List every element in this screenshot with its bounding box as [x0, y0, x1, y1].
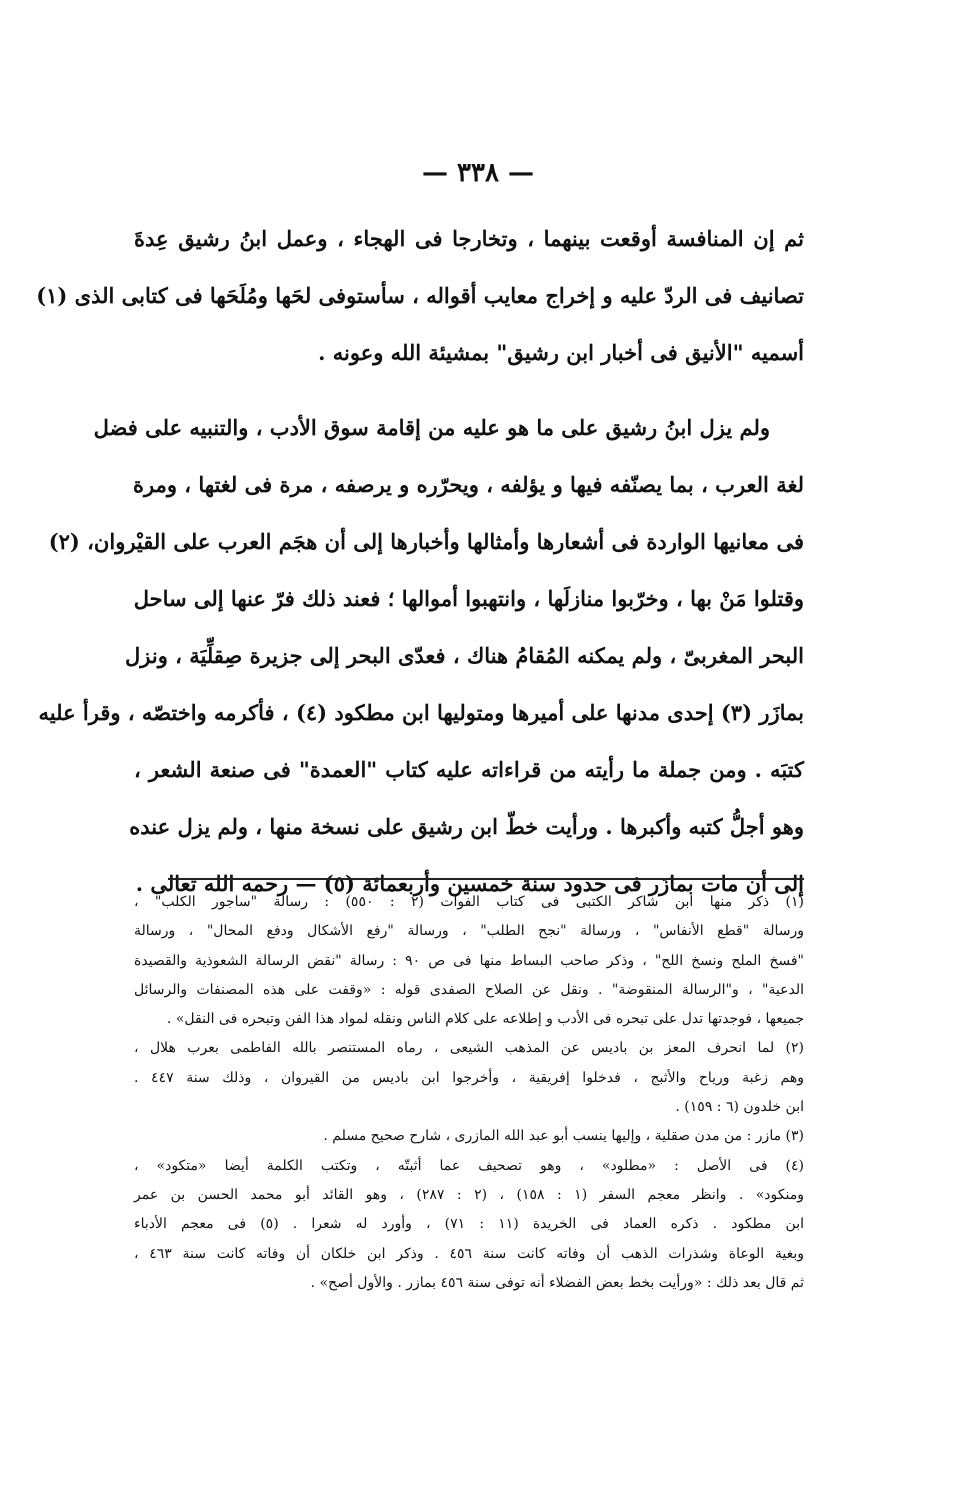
text-line: بمازَر (٣) إحدى مدنها على أميرها ومتوليها ابن مطكود (٤) ، فأكرمه واختصّه ، وقرأ عليه [38, 700, 804, 725]
text-line: فى معانيها الواردة فى أشعارها وأمثالها وأخبارها إلى أن هجَم العرب على القيْروان، (٢) [48, 529, 804, 554]
footnote-line: "فسخ الملح ونسخ اللح" ، وذكر صاحب البساط منها فى ص ٩٠ : رسالة "نقض الرسالة الشعوذية والقصيدة [134, 952, 804, 969]
footnote-separator [168, 878, 804, 880]
footnote-line: وبغية الوعاة وشذرات الذهب أن وفاته كانت سنة ٤٥٦ . وذكر ابن خلكان أن وفاته كانت سنة ٤٦٣ ، [134, 1245, 804, 1262]
footnote-line: جميعها ، فوجدتها تدل على تبحره فى الأدب و إطلاعه على كلام الناس ونقله لمواد هذا الفن وتبحره فى النقل» . [166, 1011, 804, 1028]
text-line: وهو أجلُّ كتبه وأكبرها . ورأيت خطّ ابن رشيق على نسخة منها ، ولم يزل عنده [129, 814, 804, 839]
text-line: لغة العرب ، بما يصنّفه فيها و يؤلفه ، ويحرّره و يرصفه ، مرة فى لغتها ، ومرة [133, 472, 804, 497]
footnote-line: ابن خلدون (٦ : ١٥٩) . [675, 1099, 804, 1116]
footnote-line: وهم زغبة ورياح والأثبج ، فدخلوا إفريقية ، وأخرجوا ابن باديس من القيروان ، وذلك سنة ٤٤٧ . [134, 1069, 804, 1086]
footnote-line: الدعية" ، و"الرسالة المنقوضة" . ونقل عن الصلاح الصفدى قوله : «وقفت على هذه المصنفات والرسائل [134, 981, 805, 998]
footnote-line: ومنكود» . وانظر معجم السفر (١ : ١٥٨) ، (٢ : ٢٨٧) ، وهو القائد أبو محمد الحسن بن عمر [134, 1186, 804, 1203]
text-line: أسميه "الأنيق فى أخبار ابن رشيق" بمشيئة الله وعونه . [318, 340, 804, 365]
text-line: كتبَه . ومن جملة ما رأيته من قراءاته عليه كتاب "العمدة" فى صنعة الشعر ، [134, 757, 804, 782]
text-line: إلى أن مات بمازَر فى حدود سنة خمسين وأربعمائة (٥) — رحمه الله تعالى . [135, 871, 804, 896]
footnote-line: (٣) مازر : من مدن صقلية ، وإليها ينسب أبو عبد الله المازرى ، شارح صحيح مسلم . [323, 1128, 804, 1145]
text-line: ولم يزل ابنُ رشيق على ما هو عليه من إقامة سوق الأدب ، والتنبيه على فضل [93, 415, 770, 440]
text-line: تصانيف فى الردّ عليه و إخراج معايب أقواله ، سأستوفى لحَها ومُلَحَها فى كتابى الذى (١) [36, 283, 804, 308]
footnotes [134, 888, 804, 1298]
page-number: — ٣٣٨ — [421, 158, 535, 188]
footnote-line: ابن مطكود . ذكره العماد فى الخريدة (١١ : ٧١) ، وأورد له شعرا . (٥) فى معجم الأدباء [134, 1216, 804, 1233]
main-text [36, 210, 804, 912]
text-line: وقتلوا مَنْ بها ، وخرّبوا منازلَها ، وانتهبوا أموالها ؛ فعند ذلك فرّ عنها إلى ساحل [133, 586, 804, 611]
footnote-line: (١) ذكر منها ابن شاكر الكتبى فى كتاب الفوات (٢ : ٥٥٠) : رسالة "ساجور الكلب" ، [134, 894, 804, 910]
footnote-line: ثم قال بعد ذلك : «ورأيت بخط بعض الفضلاء أنه توفى سنة ٤٥٦ بمازر . والأول أصح» . [310, 1274, 804, 1291]
text-line: ثم إن المنافسة أوقعت بينهما ، وتخارجا فى الهجاء ، وعمل ابنُ رشيق عِدةَ [134, 226, 804, 251]
text-line: البحر المغربىّ ، ولم يمكنه المُقامُ هناك ، فعدّى البحر إلى جزيرة صِقلِّيَة ، ونزل [125, 643, 804, 668]
footnote-line: (٢) لما انحرف المعز بن باديس عن المذهب الشيعى ، رماه المستنصر بالله الفاطمى بعرب هلال ، [134, 1040, 804, 1057]
footnote-line: (٤) فى الأصل : «مطلود» ، وهو تصحيف عما أثبتّه ، وتكتب الكلمة أيضا «متكود» ، [134, 1157, 804, 1174]
footnote-line: ورسالة "قطع الأنفاس" ، ورسالة "نجح الطلب" ، ورسالة "رفع الأشكال ودفع المحال" ، ورسالة [134, 923, 804, 940]
